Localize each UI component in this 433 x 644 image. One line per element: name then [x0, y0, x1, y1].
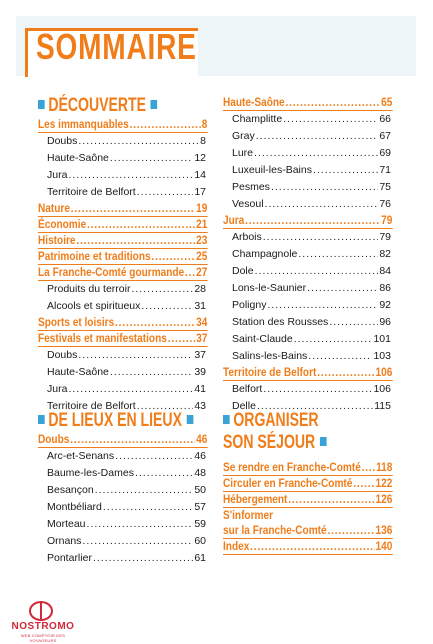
toc-entry-page: 34 — [196, 315, 208, 329]
toc-entry-sub — [223, 348, 391, 365]
square-bullet-icon — [320, 437, 327, 446]
square-bullet-icon — [150, 100, 157, 109]
dot-leader — [82, 533, 193, 550]
dot-leader — [317, 365, 374, 380]
dot-leader — [76, 233, 195, 248]
toc-entry-label: Doubs — [47, 135, 78, 147]
toc-entry-sub — [38, 465, 206, 482]
toc-entry-label: Jura — [47, 383, 68, 395]
logo-tagline: WEB COMPTOIR DES VOYAGEURS — [20, 633, 66, 643]
toc-entry-page: 48 — [194, 467, 206, 479]
dot-leader — [353, 476, 374, 491]
toc-entry-main — [223, 508, 392, 523]
toc-entry-page: 75 — [379, 181, 391, 193]
dot-leader — [255, 263, 379, 280]
toc-entry-label: Salins-les-Bains — [232, 350, 308, 362]
toc-entry-label: Hébergement — [223, 492, 288, 506]
toc-entry-page: 31 — [194, 300, 206, 312]
toc-entry-page: 17 — [194, 186, 206, 198]
dot-leader — [267, 297, 378, 314]
toc-entry-label: Lons-le-Saunier — [232, 282, 307, 294]
dot-leader — [256, 128, 379, 145]
section-heading-decouverte: DÉCOUVERTE — [38, 95, 162, 117]
toc-entry-main — [38, 249, 207, 265]
toc-entry-main — [38, 432, 207, 448]
publisher-logo — [6, 600, 80, 643]
toc-list — [223, 460, 391, 555]
toc-entry-sub — [38, 298, 206, 315]
toc-entry-main — [223, 365, 392, 381]
toc-entry-main — [223, 95, 392, 111]
toc-entry-page: 126 — [375, 492, 393, 506]
sejour-section — [223, 410, 391, 555]
dot-leader — [288, 492, 374, 507]
toc-entry-label: Patrimoine et traditions — [38, 249, 151, 263]
toc-entry-label: Histoire — [38, 233, 76, 247]
dot-leader — [294, 331, 373, 348]
toc-entry-label: Jura — [223, 213, 245, 227]
toc-entry-sub — [38, 347, 206, 364]
toc-entry-label: Dole — [232, 265, 254, 277]
toc-entry-label: Poligny — [232, 299, 267, 311]
dot-leader — [87, 217, 195, 232]
destinations-section — [223, 95, 391, 415]
toc-entry-page: 103 — [373, 350, 391, 362]
toc-entry-sub — [38, 364, 206, 381]
toc-entry-page: 37 — [194, 349, 206, 361]
toc-entry-label: Haute-Saône — [47, 366, 109, 378]
toc-entry-page: 8 — [201, 117, 208, 131]
toc-entry-main — [223, 460, 392, 476]
dot-leader — [250, 539, 375, 554]
toc-entry-label: Sports et loisirs — [38, 315, 115, 329]
toc-entry-sub — [223, 280, 391, 297]
toc-entry-page: 136 — [375, 523, 393, 537]
dot-leader — [265, 196, 379, 213]
toc-entry-main — [38, 201, 207, 217]
toc-entry-page: 140 — [375, 539, 393, 553]
toc-entry-page: 115 — [374, 400, 391, 412]
toc-entry-label: Festivals et manifestations — [38, 331, 167, 345]
square-bullet-icon — [38, 415, 45, 424]
dot-leader — [131, 281, 193, 298]
toc-entry-label: Territoire de Belfort — [47, 400, 136, 412]
toc-entry-sub — [38, 184, 206, 201]
dot-leader — [245, 213, 380, 228]
toc-entry-label: Besançon — [47, 484, 94, 496]
toc-entry-page: 39 — [194, 366, 206, 378]
toc-entry-page: 82 — [379, 248, 391, 260]
toc-entry-sub — [223, 145, 391, 162]
toc-entry-main — [223, 476, 392, 492]
dot-leader — [362, 460, 376, 475]
dot-leader — [307, 280, 378, 297]
toc-entry-main — [38, 315, 207, 331]
toc-entry-main — [223, 539, 392, 555]
decouverte-section — [38, 95, 206, 415]
toc-entry-main — [38, 117, 207, 133]
toc-list — [223, 95, 391, 415]
logo-name: NOSTROMO — [11, 621, 75, 632]
page-title: SOMMAIRE — [36, 26, 197, 67]
toc-entry-sub — [38, 448, 206, 465]
dot-leader — [115, 315, 195, 330]
dot-leader — [110, 150, 193, 167]
toc-entry-label: La Franche-Comté gourmande — [38, 265, 185, 279]
toc-entry-label: Station des Rousses — [232, 316, 329, 328]
toc-entry-page: 69 — [379, 147, 391, 159]
toc-entry-page: 27 — [196, 265, 208, 279]
toc-entry-label: sur la Franche-Comté — [223, 523, 327, 537]
toc-entry-page: 79 — [381, 213, 393, 227]
toc-entry-label: Doubs — [38, 432, 70, 446]
toc-entry-sub — [223, 246, 391, 263]
toc-entry-page: 106 — [373, 383, 391, 395]
toc-entry-page: 66 — [379, 113, 391, 125]
dot-leader — [110, 364, 193, 381]
dot-leader — [78, 133, 199, 150]
toc-entry-page: 19 — [196, 201, 208, 215]
toc-entry-page: 46 — [196, 432, 208, 446]
toc-entry-label: Nature — [38, 201, 70, 215]
toc-entry-label: Arbois — [232, 231, 262, 243]
dot-leader — [185, 265, 195, 280]
toc-entry-label: Se rendre en Franche-Comté — [223, 460, 361, 474]
toc-entry-main — [38, 233, 207, 249]
toc-entry-page: 118 — [376, 460, 393, 474]
dot-leader — [71, 201, 196, 216]
toc-entry-sub — [38, 133, 206, 150]
toc-entry-label: Champlitte — [232, 113, 283, 125]
toc-entry-sub — [38, 381, 206, 398]
toc-entry-page: 59 — [194, 518, 206, 530]
square-bullet-icon — [223, 415, 230, 424]
dot-leader — [263, 381, 372, 398]
dot-leader — [151, 249, 195, 264]
toc-entry-label: Luxeuil-les-Bains — [232, 164, 312, 176]
toc-entry-sub — [38, 482, 206, 499]
toc-entry-page: 67 — [379, 130, 391, 142]
dot-leader — [283, 111, 378, 128]
globe-icon — [29, 601, 53, 621]
toc-entry-sub — [223, 381, 391, 398]
toc-entry-main — [38, 331, 207, 347]
toc-entry-main — [38, 217, 207, 233]
square-bullet-icon — [38, 100, 45, 109]
toc-entry-label: Belfort — [232, 383, 263, 395]
toc-entry-sub — [223, 111, 391, 128]
toc-entry-page: 57 — [194, 501, 206, 513]
toc-entry-label: Jura — [47, 169, 68, 181]
dot-leader — [141, 298, 193, 315]
toc-entry-page: 61 — [194, 552, 206, 564]
toc-entry-label: Pontarlier — [47, 552, 92, 564]
toc-entry-main — [38, 265, 207, 281]
toc-entry-label: Les immanquables — [38, 117, 129, 131]
toc-entry-page: 12 — [194, 152, 206, 164]
toc-entry-label: Économie — [38, 217, 87, 231]
toc-entry-sub — [223, 263, 391, 280]
toc-entry-label: Doubs — [47, 349, 78, 361]
toc-entry-sub — [223, 162, 391, 179]
toc-entry-label: Haute-Saône — [47, 152, 109, 164]
toc-entry-sub — [223, 297, 391, 314]
dot-leader — [298, 246, 378, 263]
dot-leader — [130, 117, 201, 132]
toc-list — [38, 432, 206, 567]
toc-entry-label: Pesmes — [232, 181, 270, 193]
toc-entry-page: 28 — [194, 283, 206, 295]
dot-leader — [78, 347, 193, 364]
toc-entry-label: Morteau — [47, 518, 86, 530]
toc-entry-sub — [38, 150, 206, 167]
toc-entry-page: 25 — [196, 249, 208, 263]
toc-entry-label: Vesoul — [232, 198, 264, 210]
square-bullet-icon — [186, 415, 193, 424]
toc-entry-page: 21 — [196, 217, 208, 231]
toc-entry-sub — [38, 499, 206, 516]
toc-entry-sub — [38, 550, 206, 567]
toc-entry-page: 106 — [375, 365, 393, 379]
toc-entry-label: Arc-et-Senans — [47, 450, 115, 462]
toc-entry-sub — [223, 196, 391, 213]
toc-entry-page: 84 — [379, 265, 391, 277]
toc-entry-label: Territoire de Belfort — [47, 186, 136, 198]
dot-leader — [87, 516, 194, 533]
dot-leader — [70, 432, 195, 447]
toc-entry-main — [223, 213, 392, 229]
toc-entry-label: Produits du terroir — [47, 283, 131, 295]
toc-entry-page: 65 — [381, 95, 393, 109]
toc-entry-label: Ornans — [47, 535, 82, 547]
dot-leader — [285, 95, 380, 110]
dot-leader — [103, 499, 193, 516]
toc-entry-sub — [38, 281, 206, 298]
dot-leader — [68, 381, 193, 398]
dot-leader — [68, 167, 193, 184]
toc-entry-page: 43 — [194, 400, 206, 412]
toc-entry-page: 8 — [200, 135, 206, 147]
dot-leader — [137, 184, 194, 201]
toc-entry-page: 46 — [194, 450, 206, 462]
dot-leader — [135, 465, 193, 482]
toc-entry-page: 14 — [194, 169, 206, 181]
toc-entry-label: Index — [223, 539, 250, 553]
toc-entry-page: 71 — [379, 164, 391, 176]
dot-leader — [313, 162, 378, 179]
toc-entry-label: Lure — [232, 147, 254, 159]
toc-entry-sub — [223, 229, 391, 246]
toc-entry-label: Baume-les-Dames — [47, 467, 134, 479]
toc-entry-label: Alcools et spiritueux — [47, 300, 141, 312]
dot-leader — [254, 145, 378, 162]
toc-entry-sub — [223, 331, 391, 348]
toc-entry-page: 50 — [194, 484, 206, 496]
toc-entry-label: Territoire de Belfort — [223, 365, 317, 379]
dot-leader — [168, 331, 196, 346]
dot-leader — [308, 348, 372, 365]
dot-leader — [95, 482, 194, 499]
toc-entry-page: 41 — [194, 383, 206, 395]
toc-entry-page: 101 — [373, 333, 391, 345]
toc-entry-page: 96 — [379, 316, 391, 328]
toc-entry-main — [223, 523, 392, 539]
section-heading-lieux: DE LIEUX EN LIEUX — [38, 410, 162, 432]
toc-entry-sub — [38, 533, 206, 550]
toc-entry-sub — [223, 179, 391, 196]
toc-entry-sub — [223, 128, 391, 145]
toc-entry-label: Delle — [232, 400, 256, 412]
toc-entry-page: 86 — [379, 282, 391, 294]
toc-entry-label: Montbéliard — [47, 501, 102, 513]
toc-entry-main — [223, 492, 392, 508]
toc-entry-label: Saint-Claude — [232, 333, 293, 345]
dot-leader — [115, 448, 193, 465]
dot-leader — [327, 523, 374, 538]
lieux-section — [38, 410, 206, 567]
toc-entry-page: 60 — [194, 535, 206, 547]
toc-entry-page: 23 — [196, 233, 208, 247]
dot-leader — [329, 314, 378, 331]
toc-entry-label: Circuler en Franche-Comté — [223, 476, 353, 490]
section-heading-sejour: ORGANISER — [223, 410, 347, 432]
toc-entry-sub — [38, 167, 206, 184]
toc-entry-page: 122 — [375, 476, 393, 490]
toc-list — [38, 117, 206, 415]
toc-entry-label: Haute-Saône — [223, 95, 285, 109]
toc-entry-page: 37 — [196, 331, 208, 345]
toc-entry-sub — [38, 516, 206, 533]
toc-entry-page: 92 — [379, 299, 391, 311]
toc-entry-page: 79 — [379, 231, 391, 243]
dot-leader — [271, 179, 378, 196]
toc-entry-label: Gray — [232, 130, 255, 142]
toc-entry-label: Champagnole — [232, 248, 298, 260]
dot-leader — [93, 550, 193, 567]
toc-entry-sub — [223, 314, 391, 331]
dot-leader — [263, 229, 379, 246]
section-heading-sejour-line2: SON SÉJOUR — [223, 432, 347, 454]
toc-entry-label: S'informer — [223, 508, 274, 522]
toc-entry-page: 76 — [379, 198, 391, 210]
